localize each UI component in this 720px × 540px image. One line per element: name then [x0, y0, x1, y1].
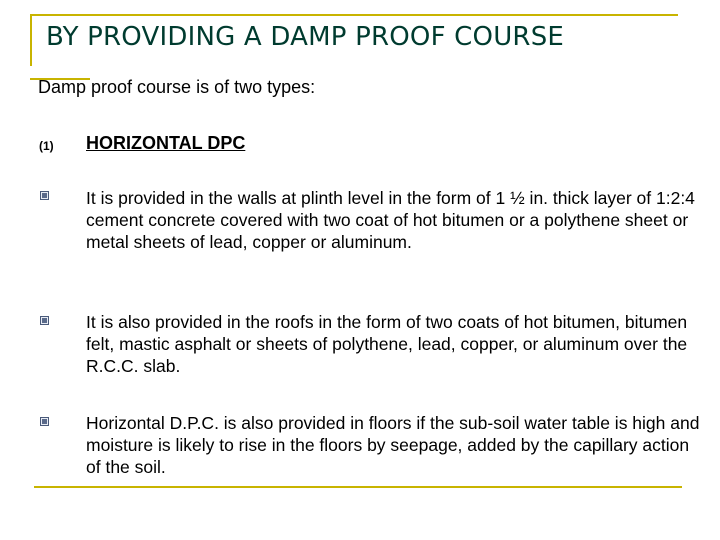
title-frame-top-line: [30, 14, 678, 16]
bottom-divider: [34, 486, 682, 488]
bullet-text-3: Horizontal D.P.C. is also provided in floors if the sub-soil water table is high and moisture is likely to rise in the floors by seepage, added by the capillary action of the soil.: [86, 413, 700, 477]
section-number: (1): [39, 139, 54, 153]
bullet-text-1: It is provided in the walls at plinth level in the form of 1 ½ in. thick layer of 1:2:4 cement concrete covered with two coat of hot bitumen or a polythene sheet or metal sheets of lead, copper or aluminum.: [86, 188, 695, 252]
bullet-icon: [40, 417, 49, 426]
bullet-text-2: It is also provided in the roofs in the form of two coats of hot bitumen, bitumen felt, mastic asphalt or sheets of polythene, lead, copper, or aluminum over the R.C.C. slab.: [86, 312, 688, 376]
section-heading: HORIZONTAL DPC: [86, 133, 246, 153]
intro-text: Damp proof course is of two types:: [38, 77, 316, 97]
title-frame-left-line: [30, 14, 32, 66]
bullet-icon: [40, 191, 49, 200]
page-title: BY PROVIDING A DAMP PROOF COURSE: [46, 22, 565, 52]
bullet-icon: [40, 316, 49, 325]
